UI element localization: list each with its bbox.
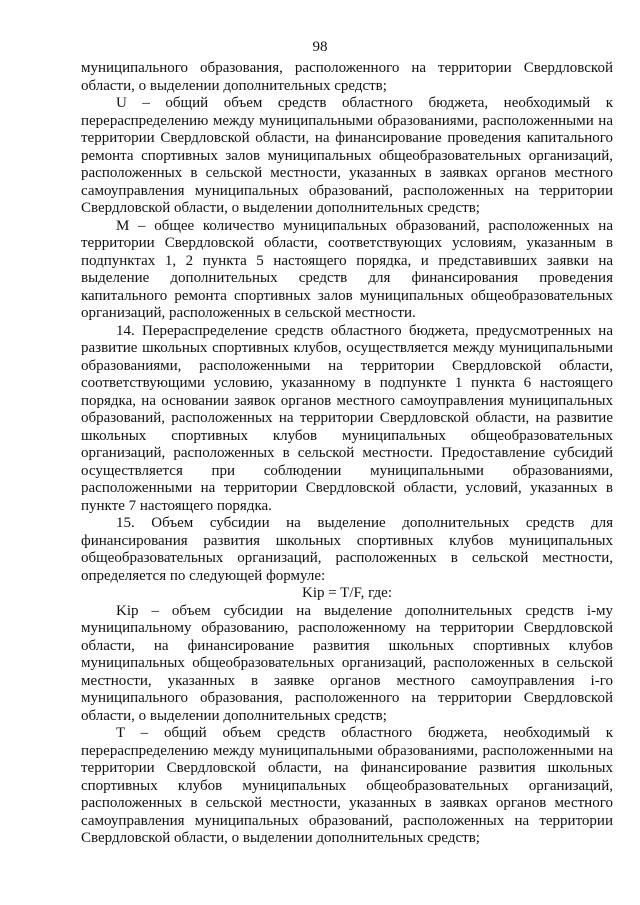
paragraph: Kip – объем субсидии на выделение дополнительных средств i-му муниципальному образованию, расположенному на территории Свердловской области, на финансирование развития школьных спортивных клубов муниципальных общеобразовательных организаций, расположенных в сельской местности, указанных в заявке органов местного самоуправления i-го муниципального образования, расположенного на территории Свердловской области, о выделении дополнительных средств; [81,602,613,724]
paragraph: M – общее количество муниципальных образований, расположенных на территории Свердловской области, соответствующих условиям, указанным в подпунктах 1, 2 пункта 5 настоящего порядка, и представивших заявки на выделение дополнительных средств для финансирования проведения капитального ремонта спортивных залов муниципальных общеобразовательных организаций, расположенных в сельской местности. [81,217,613,321]
paragraph: 15. Объем субсидии на выделение дополнительных средств для финансирования развития школьных спортивных клубов муниципальных общеобразовательных организаций, расположенных в сельской местности, определяется по следующей формуле: [81,515,613,584]
paragraph: муниципального образования, расположенного на территории Свердловской области, о выделении дополнительных средств; [81,60,613,94]
paragraph: U – общий объем средств областного бюджета, необходимый к перераспределению между муниципальными образованиями, расположенными на территории Свердловской области, на финансирование проведения капитального ремонта спортивных залов муниципальных общеобразовательных организаций, расположенных в сельской местности, указанных в заявках органов местного самоуправления муниципальных образований, расположенных на территории Свердловской области, о выделении дополнительных средств; [81,95,613,216]
page-number: 98 [312,39,328,55]
document-body [81,60,613,848]
paragraph: T – общий объем средств областного бюджета, необходимый к перераспределению между муниципальными образованиями, расположенными на территории Свердловской области, на финансирование развития школьных спортивных клубов муниципальных общеобразовательных организаций, расположенных в сельской местности, указанных в заявках органов местного самоуправления муниципальных образований, расположенных на территории Свердловской области, о выделении дополнительных средств; [81,725,613,846]
formula: Kip = T/F, где: [301,585,393,601]
paragraph: 14. Перераспределение средств областного бюджета, предусмотренных на развитие школьных спортивных клубов, осуществляется между муниципальными образованиями, расположенными на территории Свердловской области, соответствующими условию, указанному в подпункте 1 пункта 6 настоящего порядка, на основании заявок органов местного самоуправления муниципальных образований, расположенных на территории Свердловской области, на развитие школьных спортивных клубов муниципальных общеобразовательных организаций, расположенных в сельской местности. Предоставление субсидий осуществляется при соблюдении муниципальными образованиями, расположенными на территории Свердловской области, условий, указанных в пункте 7 настоящего порядка. [81,322,613,514]
